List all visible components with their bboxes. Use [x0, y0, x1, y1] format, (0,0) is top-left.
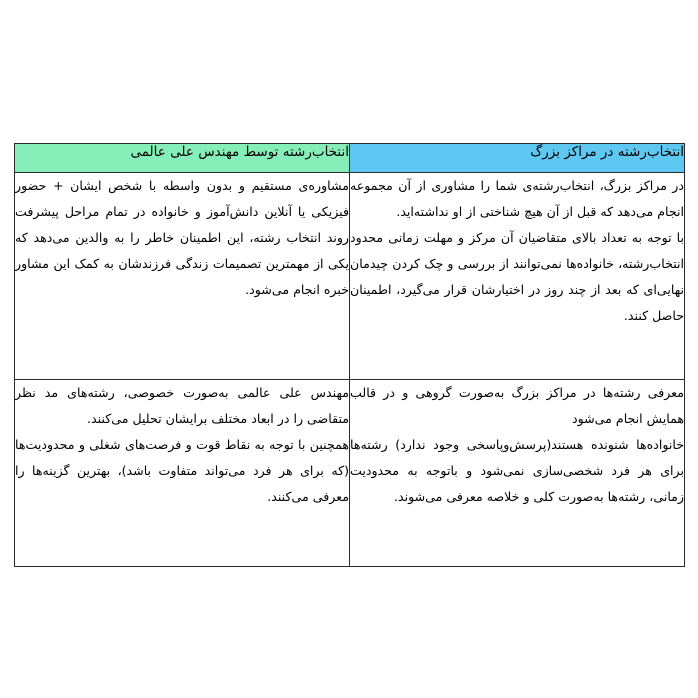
- header-big-centers: انتخاب‌رشته در مراکز بزرگ: [350, 144, 685, 173]
- table-row: [15, 380, 685, 567]
- header-engineer: انتخاب‌رشته توسط مهندس علی عالمی: [15, 144, 350, 173]
- table-header-row: [15, 144, 685, 173]
- cell-engineer-introduction: [15, 380, 350, 567]
- table-row: [15, 173, 685, 380]
- cell-paragraph: مهندس علی عالمی به‌صورت خصوصی، رشته‌های مد نظر متقاضی را در ابعاد مختلف برایشان تحلیل می‌کنند.: [15, 385, 349, 426]
- cell-paragraph: همچنین با توجه به نقاط قوت و فرصت‌های شغلی و محدودیت‌ها (که برای هر فرد می‌تواند متفاوت باشد)، بهترین گزینه‌ها را معرفی می‌کنند.: [15, 437, 349, 504]
- cell-paragraph: خانواده‌ها شنونده هستند(پرسش‌وپاسخی وجود ندارد) رشته‌ها برای هر فرد شخصی‌سازی نمی‌شود و باتوجه به محدودیت زمانی، رشته‌ها به‌صورت کلی و خلاصه معرفی می‌شوند.: [350, 437, 684, 504]
- cell-big-centers-introduction: [350, 380, 685, 567]
- cell-big-centers-consultation: [350, 173, 685, 380]
- comparison-table: [14, 143, 685, 567]
- cell-engineer-consultation: [15, 173, 350, 380]
- cell-paragraph: مشاوره‌ی مستقیم و بدون واسطه با شخص ایشان + حضور فیزیکی یا آنلاین دانش‌آموز و خانواده در تمام مراحل پیشرفت روند انتخاب رشته، این اطمینان خاطر را به والدین می‌دهد که یکی از مهمترین تصمیمات زندگی فرزندشان به کمک این مشاور خبره انجام می‌شود.: [15, 178, 349, 297]
- cell-paragraph: معرفی رشته‌ها در مراکز بزرگ به‌صورت گروهی و در قالب همایش انجام می‌شود: [350, 385, 684, 426]
- cell-paragraph: با توجه به تعداد بالای متقاضیان آن مرکز و مهلت زمانی محدود انتخاب‌رشته، خانواده‌ها نمی‌توانند از بررسی و چک کردن چیدمان نهایی‌ای که بعد از چند روز در اختیارشان قرار می‌گیرد، اطمینان حاصل کنند.: [350, 230, 684, 323]
- cell-paragraph: در مراکز بزرگ، انتخاب‌رشته‌ی شما را مشاوری از آن مجموعه انجام می‌دهد که قبل از آن هیچ شناختی از او نداشته‌اید.: [350, 178, 684, 219]
